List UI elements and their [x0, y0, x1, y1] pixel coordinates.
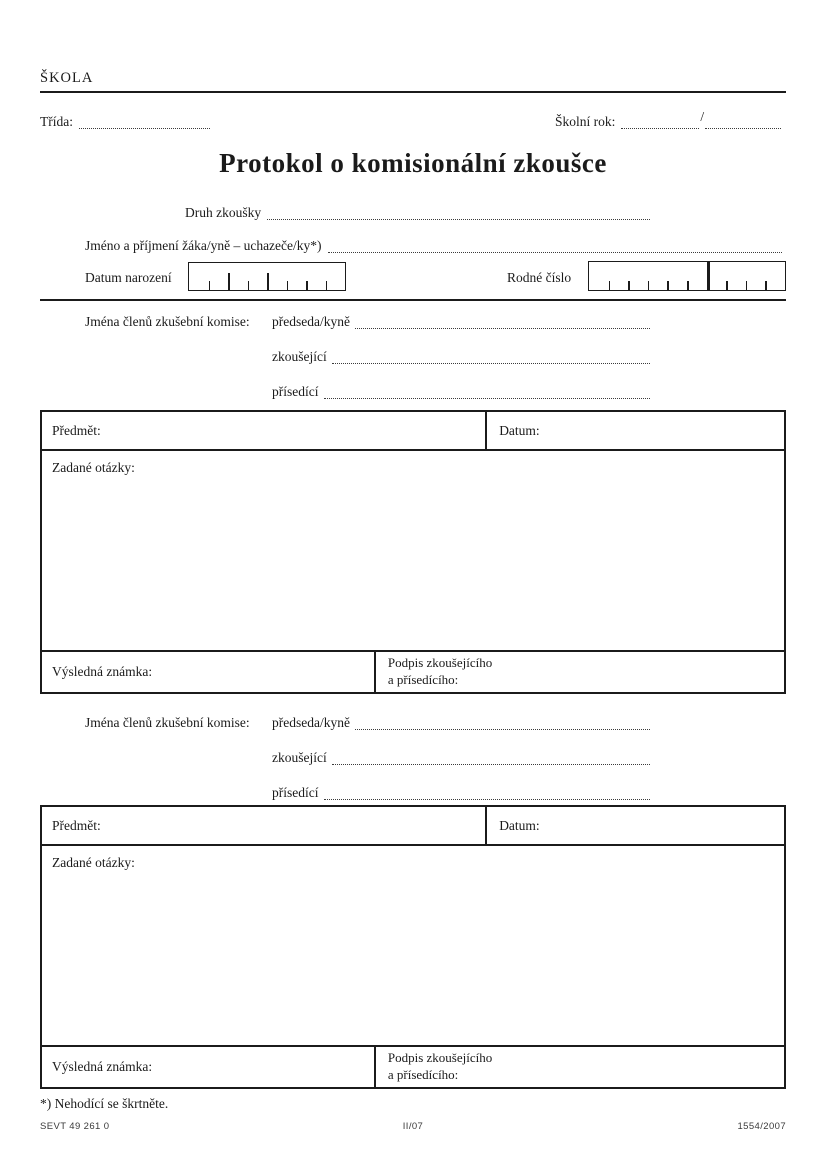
page-title: Protokol o komisionální zkoušce — [219, 148, 607, 178]
group-divider-tick — [228, 273, 230, 290]
exam-type-fill-line[interactable] — [267, 205, 650, 220]
student-name-row — [85, 238, 782, 254]
cell-divider-tick — [628, 281, 630, 290]
birth-number-slash-divider — [707, 262, 710, 290]
commission-block-1 — [85, 314, 650, 419]
role-chair-label: předseda/kyně — [272, 715, 350, 730]
student-name-label: Jméno a příjmení žáka/yně – uchazeče/ky*) — [85, 238, 322, 253]
form-footer — [40, 1121, 786, 1132]
class-fill-line[interactable] — [79, 114, 210, 129]
signature-cell[interactable] — [376, 1047, 784, 1087]
cell-divider-tick — [326, 281, 328, 290]
class-label: Třída: — [40, 114, 73, 129]
role-assessor-label: přísedící — [272, 785, 319, 800]
commission-row-examiner — [272, 349, 650, 384]
exam-table-2 — [40, 805, 786, 1089]
cell-divider-tick — [687, 281, 689, 290]
birth-number-box[interactable] — [588, 261, 786, 291]
date-cell[interactable] — [487, 807, 784, 844]
cell-divider-tick — [287, 281, 289, 290]
school-year-fill-second[interactable] — [705, 114, 781, 129]
school-name-label: ŠKOLA — [40, 70, 94, 86]
commission-row-chair — [272, 715, 650, 750]
cell-divider-tick — [306, 281, 308, 290]
subject-cell[interactable] — [42, 412, 487, 449]
signature-label-line2: a přísedícího: — [387, 1066, 459, 1082]
role-examiner-fill-line[interactable] — [332, 750, 650, 765]
exam-type-row — [185, 205, 650, 221]
signature-label-line1: Podpis zkoušejícího — [387, 655, 493, 670]
school-year-fill-first[interactable] — [621, 114, 699, 129]
signature-cell[interactable] — [376, 652, 784, 692]
cell-divider-tick — [248, 281, 250, 290]
grade-cell[interactable] — [42, 652, 376, 692]
cell-divider-tick — [209, 281, 211, 290]
table-header-row — [42, 412, 784, 451]
table-header-row — [42, 807, 784, 846]
cell-divider-tick — [609, 281, 611, 290]
table-footer-row — [42, 650, 784, 692]
school-year-row — [555, 109, 783, 130]
section-rule — [40, 299, 786, 301]
subject-label: Předmět: — [52, 422, 101, 438]
footer-order-number: 1554/2007 — [737, 1121, 787, 1132]
student-name-fill-line[interactable] — [328, 238, 782, 253]
role-examiner-label: zkoušející — [272, 750, 327, 765]
grade-label: Výsledná známka: — [52, 664, 153, 679]
commission-label: Jména členů zkušební komise: — [85, 314, 250, 329]
subject-cell[interactable] — [42, 807, 487, 844]
role-assessor-label: přísedící — [272, 384, 319, 399]
birth-date-box[interactable] — [188, 262, 346, 291]
questions-label: Zadané otázky: — [52, 855, 135, 870]
questions-label: Zadané otázky: — [52, 460, 135, 475]
table-footer-row — [42, 1045, 784, 1087]
role-chair-label: předseda/kyně — [272, 314, 350, 329]
birth-number-label: Rodné číslo — [507, 270, 572, 285]
exam-type-label: Druh zkoušky — [185, 205, 262, 220]
commission-row-examiner — [272, 750, 650, 785]
school-year-label: Školní rok: — [555, 114, 616, 129]
role-assessor-fill-line[interactable] — [324, 785, 651, 800]
commission-row-chair — [272, 314, 650, 349]
cell-divider-tick — [648, 281, 650, 290]
date-label: Datum: — [499, 422, 540, 438]
cell-divider-tick — [765, 281, 767, 290]
group-divider-tick — [267, 273, 269, 290]
role-examiner-fill-line[interactable] — [332, 349, 650, 364]
signature-label-line1: Podpis zkoušejícího — [387, 1050, 493, 1065]
role-assessor-fill-line[interactable] — [324, 384, 651, 399]
grade-label: Výsledná známka: — [52, 1059, 153, 1074]
class-row — [40, 114, 210, 130]
questions-cell[interactable] — [42, 451, 784, 650]
birth-date-label: Datum narození — [85, 270, 172, 285]
footer-edition: II/07 — [402, 1121, 424, 1132]
cell-divider-tick — [667, 281, 669, 290]
date-label: Datum: — [499, 817, 540, 833]
role-examiner-label: zkoušející — [272, 349, 327, 364]
subject-label: Předmět: — [52, 817, 101, 833]
date-cell[interactable] — [487, 412, 784, 449]
header-rule — [40, 91, 786, 93]
role-chair-fill-line[interactable] — [355, 715, 650, 730]
exam-table-1 — [40, 410, 786, 694]
grade-cell[interactable] — [42, 1047, 376, 1087]
cell-divider-tick — [746, 281, 748, 290]
footer-form-code: SEVT 49 261 0 — [40, 1121, 110, 1132]
commission-label: Jména členů zkušební komise: — [85, 715, 250, 730]
cell-divider-tick — [726, 281, 728, 290]
questions-cell[interactable] — [42, 846, 784, 1045]
signature-label-line2: a přísedícího: — [387, 671, 459, 687]
role-chair-fill-line[interactable] — [355, 314, 650, 329]
footnote: *) Nehodící se škrtněte. — [40, 1096, 169, 1111]
year-slash: / — [700, 109, 705, 124]
